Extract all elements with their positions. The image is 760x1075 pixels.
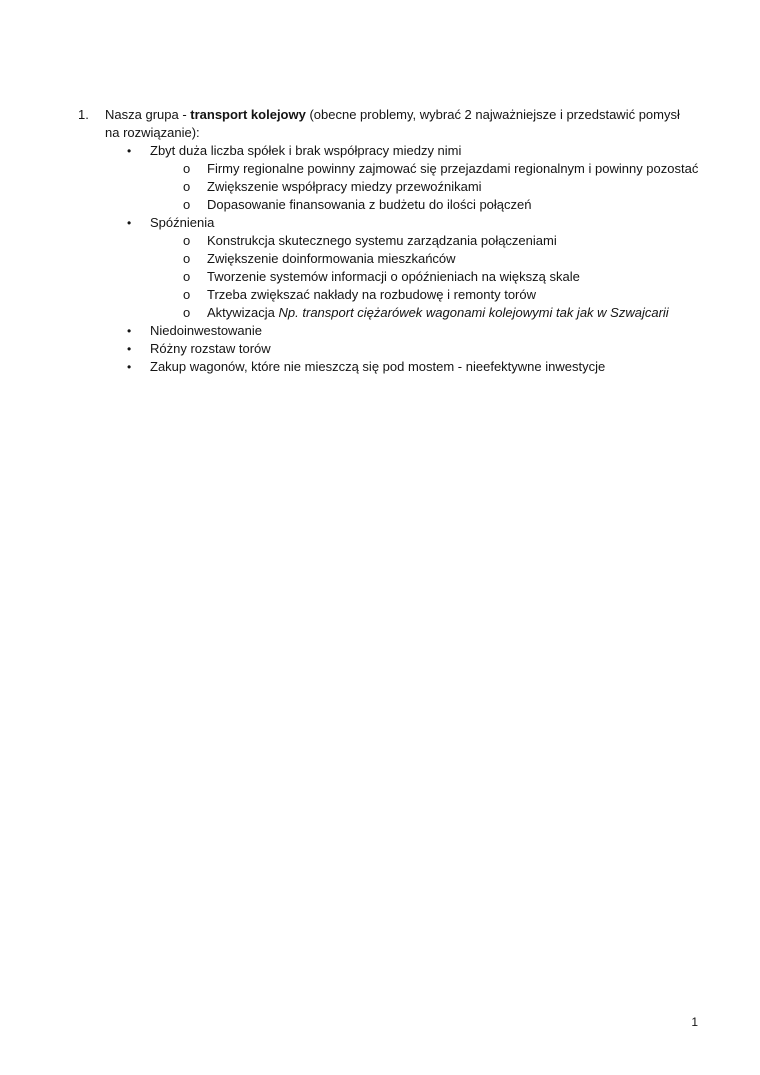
- sub-list-item: [183, 160, 718, 178]
- item-intro: [105, 106, 701, 142]
- intro-prefix: Nasza grupa -: [105, 107, 191, 122]
- list-item: [127, 340, 718, 358]
- sub-list-item: [183, 196, 718, 214]
- sub-list-item: [183, 268, 718, 286]
- sub-list-item-text: Zwiększenie doinformowania mieszkańców: [207, 251, 456, 266]
- list-item: [127, 358, 718, 376]
- sub-list-item: [183, 304, 718, 322]
- sub-list-item-text: Tworzenie systemów informacji o opóźnieniach na większą skale: [207, 269, 580, 284]
- document-content: [78, 106, 718, 376]
- circle-bullet-icon: o: [183, 233, 191, 248]
- sub-list-item: [183, 232, 718, 250]
- list-item-text: Niedoinwestowanie: [150, 323, 263, 338]
- circle-bullet-icon: o: [183, 251, 191, 266]
- numbered-item: [78, 106, 718, 142]
- sub-list-item-text: Dopasowanie finansowania z budżetu do ilości połączeń: [207, 197, 532, 212]
- circle-bullet-icon: o: [183, 269, 191, 284]
- circle-bullet-icon: o: [183, 305, 191, 320]
- list-item: [127, 322, 718, 340]
- circle-bullet-icon: o: [183, 161, 191, 176]
- sub-list-item-text: Konstrukcja skutecznego systemu zarządzania połączeniami: [207, 233, 557, 248]
- bullet-icon: •: [127, 144, 132, 158]
- list-item: [127, 142, 718, 160]
- list-item-text: Spóźnienia: [150, 215, 215, 230]
- list-item-text: Zbyt duża liczba spółek i brak współpracy miedzy nimi: [150, 143, 462, 158]
- sub-list-item-text: Firmy regionalne powinny zajmować się przejazdami regionalnym i powinny pozostać: [207, 161, 699, 176]
- sub-list-item-text: Zwiększenie współpracy miedzy przewoźnikami: [207, 179, 482, 194]
- list-item-text: Różny rozstaw torów: [150, 341, 271, 356]
- sub-list-item: [183, 286, 718, 304]
- intro-suffix: (obecne problemy, wybrać 2 najważniejsze i przedstawić pomysł: [305, 107, 680, 122]
- bullet-icon: •: [127, 216, 132, 230]
- page-number: 1: [691, 1015, 698, 1029]
- list-item-text: Zakup wagonów, które nie mieszczą się pod mostem - nieefektywne inwestycje: [150, 359, 606, 374]
- sub-list-item-mixed: [207, 304, 669, 322]
- list-item: [127, 214, 718, 232]
- circle-bullet-icon: o: [183, 287, 191, 302]
- circle-bullet-icon: o: [183, 197, 191, 212]
- sub-item-prefix: Aktywizacja: [207, 305, 279, 320]
- bullet-icon: •: [127, 324, 132, 338]
- item-number: 1.: [78, 107, 89, 122]
- intro-bold-text: transport kolejowy: [190, 107, 306, 122]
- sub-list-item: [183, 250, 718, 268]
- sub-list-item: [183, 178, 718, 196]
- circle-bullet-icon: o: [183, 179, 191, 194]
- bullet-icon: •: [127, 342, 132, 356]
- sub-item-italic-text: Np. transport ciężarówek wagonami kolejowymi tak jak w Szwajcarii: [278, 305, 669, 320]
- intro-line2: na rozwiązanie):: [105, 125, 200, 140]
- bullet-icon: •: [127, 360, 132, 374]
- sub-list-item-text: Trzeba zwiększać nakłady na rozbudowę i remonty torów: [207, 287, 536, 302]
